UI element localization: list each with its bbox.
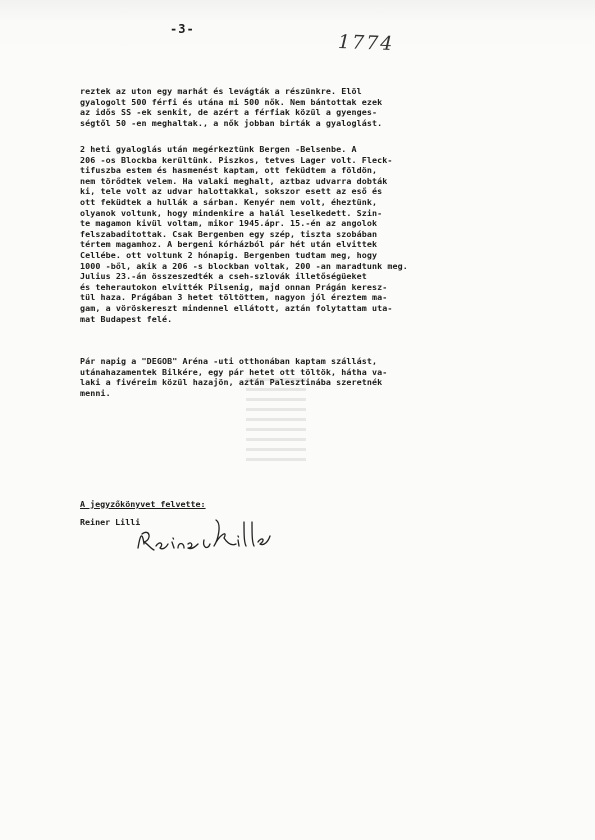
recorder-name: Reiner Lilli [80,517,141,527]
text-line: ott feküdtek a hullák a sárban. Kenyér nem volt, éheztünk, [80,196,378,207]
text-line: menni. [80,387,111,398]
text-line: felszabaditottak. Csak Bergenben egy szép, tiszta szobában [80,228,378,239]
paragraph-bergen-belsen [80,144,550,324]
text-line: gyalogolt 500 férfi és utána mi 500 nők. Nem bántottak ezek [80,96,383,107]
text-line: te magamon kivül voltam, mikor 1945.ápr. 15.-én az angolok [80,218,378,229]
handwritten-signature [132,514,272,556]
text-line: laki a fivéreim közül hazajön, aztán Palesztinába szeretnék [80,377,383,388]
text-line: ségtől 50 -en meghaltak., a nők jobban birták a gyaloglást. [80,117,383,128]
text-line: az idős SS -ek senkit, de azért a férfiak közül a gyenges- [80,107,378,118]
page-number: -3- [170,22,195,36]
recorder-label: A jegyzőkönyvet felvette: [80,499,206,509]
text-line: Julius 23.-án összeszedték a cseh-szlovák illetőségüeket [80,271,367,282]
text-line: nem törődtek velem. Ha valaki meghalt, aztbaz udvarra dobták [80,175,388,186]
text-line: tül haza. Prágában 3 hetet töltöttem, nagyon jól éreztem ma- [80,292,388,303]
text-line: gam, a vöröskereszt mindennel ellátott, aztán folytattam uta- [80,302,393,313]
text-line: olyanok voltunk, hogy mindenkire a halál leselkedett. Szin- [80,207,383,218]
text-line: mat Budapest felé. [80,313,173,324]
text-line: 206 -os Blockba kerültünk. Piszkos, tetves Lager volt. Fleck- [80,154,393,165]
text-line: reztek az uton egy marhát és levágták a részünkre. Elöl [80,86,362,96]
text-line: ki, tele volt az udvar halottakkal, sokszor esett az eső és [80,186,383,197]
text-line: Cellébe. ott voltunk 2 hónapig. Bergenben tudtam meg, hogy [80,249,378,260]
paragraph-return-home [80,356,550,398]
text-line: 1000 -ből, akik a 206 -s blockban voltak, 200 -an maradtunk meg. [80,260,408,271]
text-line: utánahazamentek Bilkére, egy pár hetet ott töltök, hátha va- [80,366,388,377]
paragraph-transport [80,86,550,128]
text-line: Pár napig a "DEGOB" Aréna -uti otthonában kaptam szállást, [80,356,378,366]
text-line: 2 heti gyaloglás után megérkeztünk Bergen -Belsenbe. A [80,144,357,154]
text-line: tértem magamhoz. A bergeni kórházból pár hét után elvittek [80,239,378,250]
text-line: tifuszba estem és hasmenést kaptam, ott feküdtem a földön, [80,165,378,176]
text-line: és teherautokon elvitték Pilsenig, majd onnan Prágán keresz- [80,281,388,292]
archive-number: 1774 [337,31,395,55]
